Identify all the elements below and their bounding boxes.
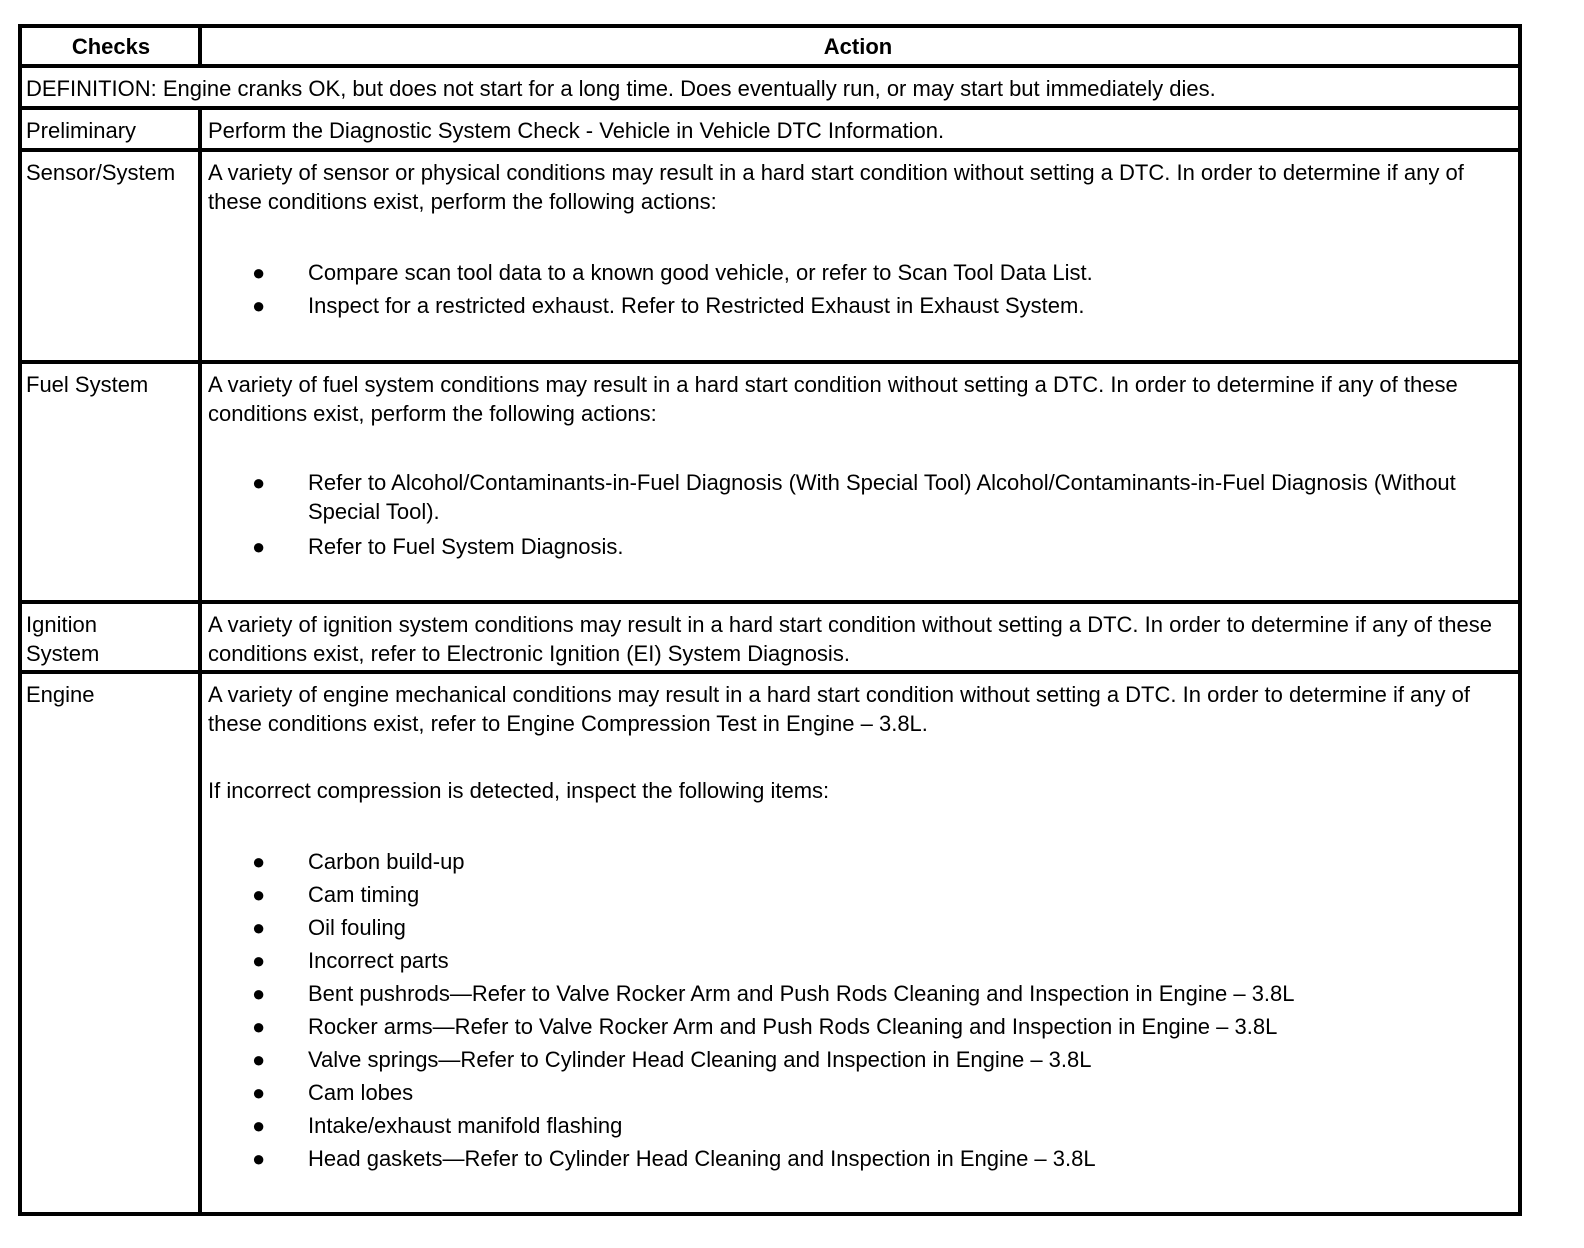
list-item: ● Incorrect parts — [208, 944, 1508, 977]
list-item: ● Head gaskets—Refer to Cylinder Head Cleaning and Inspection in Engine – 3.8L — [208, 1142, 1508, 1175]
table-row — [22, 364, 1518, 604]
bullet-icon: ● — [252, 470, 266, 495]
action-text: A variety of engine mechanical conditions may result in a hard start condition without setting a DTC. In order to determine if any of these conditions exist, refer to Engine Compression Test in Engine – 3.8L. — [208, 682, 1470, 736]
bullet-icon: ● — [252, 1080, 266, 1105]
action-text: Perform the Diagnostic System Check - Vehicle in Vehicle DTC Information. — [208, 118, 945, 143]
check-label: Ignition System — [26, 612, 100, 666]
action-text: A variety of sensor or physical conditions may result in a hard start condition without setting a DTC. In order to determine if any of these conditions exist, perform the following actions: — [208, 160, 1464, 214]
bullet-icon: ● — [252, 1047, 266, 1072]
check-label: Preliminary — [26, 118, 137, 143]
bullet-icon: ● — [252, 849, 266, 874]
bullet-icon: ● — [252, 1146, 266, 1171]
action-list — [208, 845, 1508, 1175]
table-row — [22, 110, 1518, 152]
list-item: ● Oil fouling — [208, 911, 1508, 944]
action-cell — [208, 370, 1508, 563]
bullet-icon: ● — [252, 293, 266, 318]
definition-text: DEFINITION: Engine cranks OK, but does not start for a long time. Does eventually run, or may start but immediately dies. — [26, 76, 1216, 101]
list-item: ● Cam lobes — [208, 1076, 1508, 1109]
bullet-icon: ● — [252, 260, 266, 285]
check-label: Engine — [26, 682, 95, 707]
table-row — [22, 604, 1518, 674]
action-text: A variety of fuel system conditions may result in a hard start condition without setting a DTC. In order to determine if any of these conditions exist, perform the following actions: — [208, 372, 1458, 426]
definition-row — [22, 68, 1518, 110]
list-item: ● Rocker arms—Refer to Valve Rocker Arm and Push Rods Cleaning and Inspection in Engine – 3.8L — [208, 1010, 1508, 1043]
check-label: Sensor/System — [26, 160, 176, 185]
action-cell — [208, 158, 1508, 322]
action-cell — [208, 680, 1508, 1175]
list-item: ● Bent pushrods—Refer to Valve Rocker Arm and Push Rods Cleaning and Inspection in Engine – 3.8L — [208, 977, 1508, 1010]
action-header: Action — [823, 34, 893, 59]
action-text: A variety of ignition system conditions may result in a hard start condition without setting a DTC. In order to determine if any of these conditions exist, refer to Electronic Ignition (EI) System Diagnosis. — [208, 612, 1492, 666]
table-row — [22, 674, 1518, 1212]
diagnostic-table — [18, 24, 1522, 1216]
bullet-icon: ● — [252, 915, 266, 940]
list-item: ● Carbon build-up — [208, 845, 1508, 878]
bullet-icon: ● — [252, 948, 266, 973]
checks-header: Checks — [71, 34, 151, 59]
list-item: ● Cam timing — [208, 878, 1508, 911]
list-item: ● Refer to Fuel System Diagnosis. — [208, 530, 1508, 563]
bullet-icon: ● — [252, 882, 266, 907]
list-item: ● Refer to Alcohol/Contaminants-in-Fuel Diagnosis (With Special Tool) Alcohol/Contaminants-in-Fuel Diagnosis (Without Special Tool). — [252, 470, 1456, 524]
action-list — [208, 468, 1508, 563]
list-item: ● Inspect for a restricted exhaust. Refer to Restricted Exhaust in Exhaust System. — [208, 289, 1508, 322]
bullet-icon: ● — [252, 534, 266, 559]
table-row — [22, 152, 1518, 364]
bullet-icon: ● — [252, 981, 266, 1006]
list-item: ● Compare scan tool data to a known good vehicle, or refer to Scan Tool Data List. — [208, 256, 1508, 289]
action-list — [208, 256, 1508, 322]
bullet-icon: ● — [252, 1113, 266, 1138]
bullet-icon: ● — [252, 1014, 266, 1039]
check-label: Fuel System — [26, 372, 149, 397]
followup-text: If incorrect compression is detected, inspect the following items: — [208, 778, 830, 803]
list-item: ● Valve springs—Refer to Cylinder Head Cleaning and Inspection in Engine – 3.8L — [208, 1043, 1508, 1076]
list-item: ● Intake/exhaust manifold flashing — [208, 1109, 1508, 1142]
header-row — [22, 28, 1518, 68]
